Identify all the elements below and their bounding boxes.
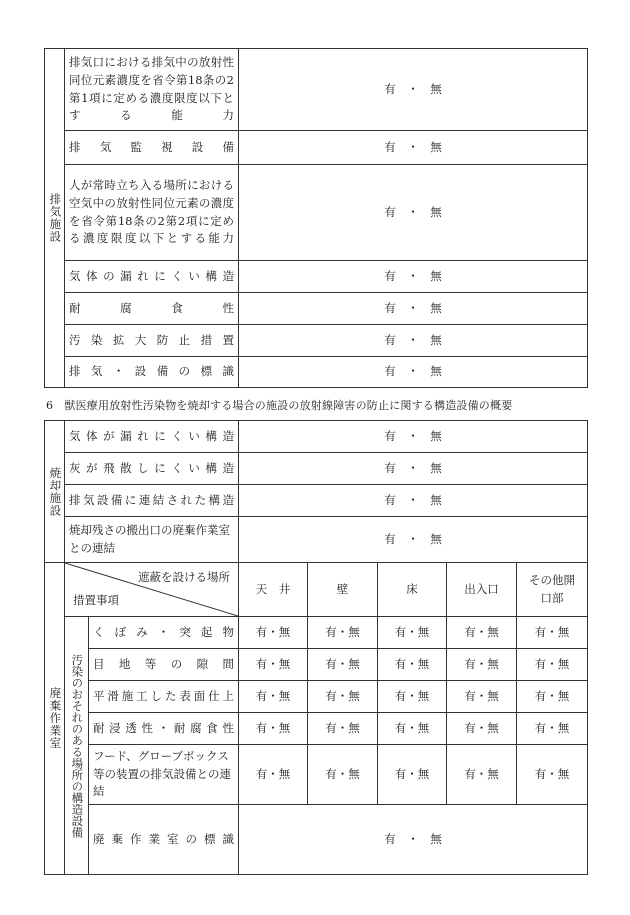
item-label: 排気・設備の標識	[65, 357, 239, 388]
column-header: 床	[378, 563, 447, 617]
header-measure-items: 措置事項	[73, 593, 119, 608]
presence-value: 有 ・ 無	[239, 517, 588, 563]
item-label: 灰が飛散しにくい構造	[65, 453, 239, 485]
group-label-incinerator: 焼却施設	[45, 421, 65, 563]
cell-value: 有・無	[308, 649, 378, 681]
cell-value: 有・無	[308, 617, 378, 649]
presence-value: 有 ・ 無	[239, 325, 588, 357]
group-label-exhaust: 排気施設	[45, 49, 65, 388]
cell-value: 有・無	[447, 649, 517, 681]
item-label: 耐浸透性・耐腐食性	[89, 713, 239, 745]
item-label: 廃棄作業室の標識	[89, 805, 239, 875]
cell-value: 有・無	[239, 617, 308, 649]
presence-value: 有 ・ 無	[239, 261, 588, 293]
presence-value: 有 ・ 無	[239, 131, 588, 165]
item-label: 排 気 監 視 設 備	[65, 131, 239, 165]
item-label: 汚染拡大防止措置	[65, 325, 239, 357]
header-shield-location: 遮蔽を設ける場所	[138, 570, 230, 584]
presence-value: 有 ・ 無	[239, 805, 588, 875]
column-header: 壁	[308, 563, 378, 617]
presence-value: 有 ・ 無	[239, 357, 588, 388]
item-label: 排気設備に連結された構造	[65, 485, 239, 517]
column-header: 天 井	[239, 563, 308, 617]
cell-value: 有・無	[308, 681, 378, 713]
cell-value: 有・無	[308, 713, 378, 745]
cell-value: 有・無	[239, 745, 308, 805]
column-header: その他開口部	[517, 563, 588, 617]
item-label: 耐 腐 食 性	[65, 293, 239, 325]
incineration-facility-table	[44, 420, 588, 875]
item-label: 人が常時立ち入る場所における空気中の放射性同位元素の濃度を省令第18条の2第2項に定める濃度限度以下とする能力	[65, 165, 239, 261]
cell-value: 有・無	[239, 649, 308, 681]
presence-value: 有 ・ 無	[239, 165, 588, 261]
group-label-waste-room: 廃棄作業室	[45, 563, 65, 875]
presence-value: 有 ・ 無	[239, 293, 588, 325]
cell-value: 有・無	[517, 681, 588, 713]
item-label: 気体が漏れにくい構造	[65, 421, 239, 453]
cell-value: 有・無	[517, 713, 588, 745]
presence-value: 有 ・ 無	[239, 49, 588, 131]
cell-value: 有・無	[378, 745, 447, 805]
item-label: 焼却残さの搬出口の廃棄作業室との連結	[65, 517, 239, 563]
cell-value: 有・無	[378, 713, 447, 745]
cell-value: 有・無	[378, 649, 447, 681]
item-label: 排気口における排気中の放射性同位元素濃度を省令第18条の2第1項に定める濃度限度以下とする能力	[65, 49, 239, 131]
cell-value: 有・無	[517, 649, 588, 681]
cell-value: 有・無	[378, 681, 447, 713]
cell-value: 有・無	[447, 713, 517, 745]
item-label: 気体の漏れにくい構造	[65, 261, 239, 293]
cell-value: 有・無	[239, 681, 308, 713]
item-label: フード、グローブボックス等の装置の排気設備との連結	[89, 745, 239, 805]
cell-value: 有・無	[308, 745, 378, 805]
section-caption: 6 獣医療用放射性汚染物を焼却する場合の施設の放射線障害の防止に関する構造設備の概要	[46, 399, 513, 412]
item-label: 目地等の隙間	[89, 649, 239, 681]
diagonal-header	[65, 563, 239, 617]
presence-value: 有 ・ 無	[239, 421, 588, 453]
cell-value: 有・無	[447, 617, 517, 649]
column-header: 出入口	[447, 563, 517, 617]
cell-value: 有・無	[517, 745, 588, 805]
exhaust-facility-table	[44, 48, 588, 388]
cell-value: 有・無	[378, 617, 447, 649]
presence-value: 有 ・ 無	[239, 485, 588, 517]
cell-value: 有・無	[447, 745, 517, 805]
item-label: 平滑施工した表面仕上	[89, 681, 239, 713]
presence-value: 有 ・ 無	[239, 453, 588, 485]
cell-value: 有・無	[239, 713, 308, 745]
cell-value: 有・無	[517, 617, 588, 649]
subgroup-label: 汚染のおそれのある場所の構造設備	[65, 617, 89, 875]
item-label: くぼみ・突起物	[89, 617, 239, 649]
cell-value: 有・無	[447, 681, 517, 713]
